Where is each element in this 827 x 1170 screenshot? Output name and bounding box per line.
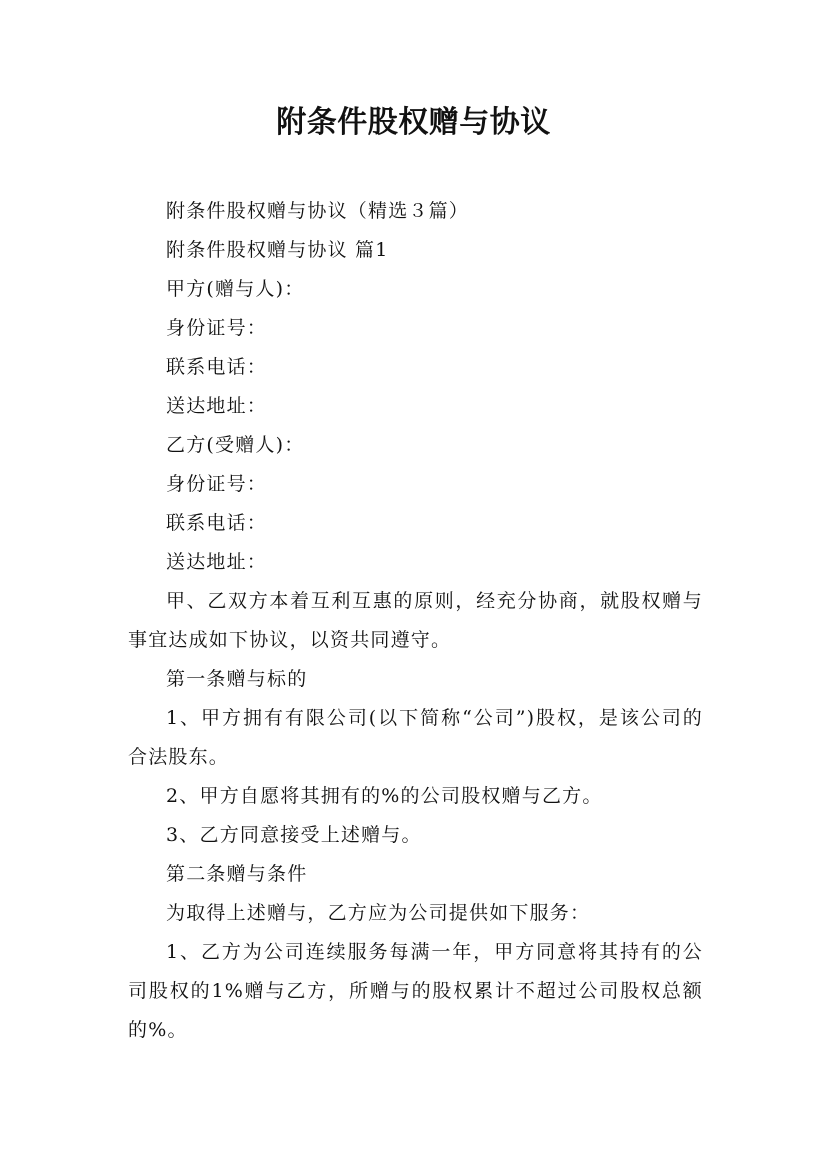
- paragraph-article-1-clause-2: 2、甲方自愿将其拥有的%的公司股权赠与乙方。: [166, 785, 603, 807]
- paragraph-party-a-address: 送达地址：: [166, 395, 268, 417]
- paragraph-article-2-clause-1: 1、乙方为公司连续服务每满一年，甲方同意将其持有的公司股权的1%赠与乙方，所赠与的股权累计不超过公司股权总额的%。: [128, 941, 703, 1041]
- paragraph-subtitle: 附条件股权赠与协议（精选３篇）: [166, 200, 470, 222]
- document-title: 附条件股权赠与协议: [276, 105, 551, 140]
- paragraph-preamble: 甲、乙双方本着互利互惠的原则，经充分协商，就股权赠与事宜达成如下协议，以资共同遵守。: [128, 590, 703, 651]
- paragraph-article-2-intro: 为取得上述赠与，乙方应为公司提供如下服务：: [166, 902, 591, 924]
- paragraph-article-1-clause-3: 3、乙方同意接受上述赠与。: [166, 824, 422, 846]
- paragraph-party-b: 乙方(受赠人)：: [166, 434, 305, 456]
- paragraph-party-b-id: 身份证号：: [166, 473, 268, 495]
- paragraph-party-a-phone: 联系电话：: [166, 356, 268, 378]
- document-body: [128, 192, 703, 1050]
- paragraph-party-a-id: 身份证号：: [166, 317, 268, 339]
- paragraph-party-a: 甲方(赠与人)：: [166, 278, 305, 300]
- paragraph-section-heading: 附条件股权赠与协议 篇1: [166, 239, 389, 261]
- paragraph-party-b-phone: 联系电话：: [166, 512, 268, 534]
- paragraph-article-1-heading: 第一条赠与标的: [166, 668, 308, 690]
- paragraph-article-2-heading: 第二条赠与条件: [166, 863, 308, 885]
- paragraph-party-b-address: 送达地址：: [166, 551, 268, 573]
- paragraph-article-1-clause-1: 1、甲方拥有有限公司(以下简称“公司”)股权，是该公司的合法股东。: [128, 707, 703, 768]
